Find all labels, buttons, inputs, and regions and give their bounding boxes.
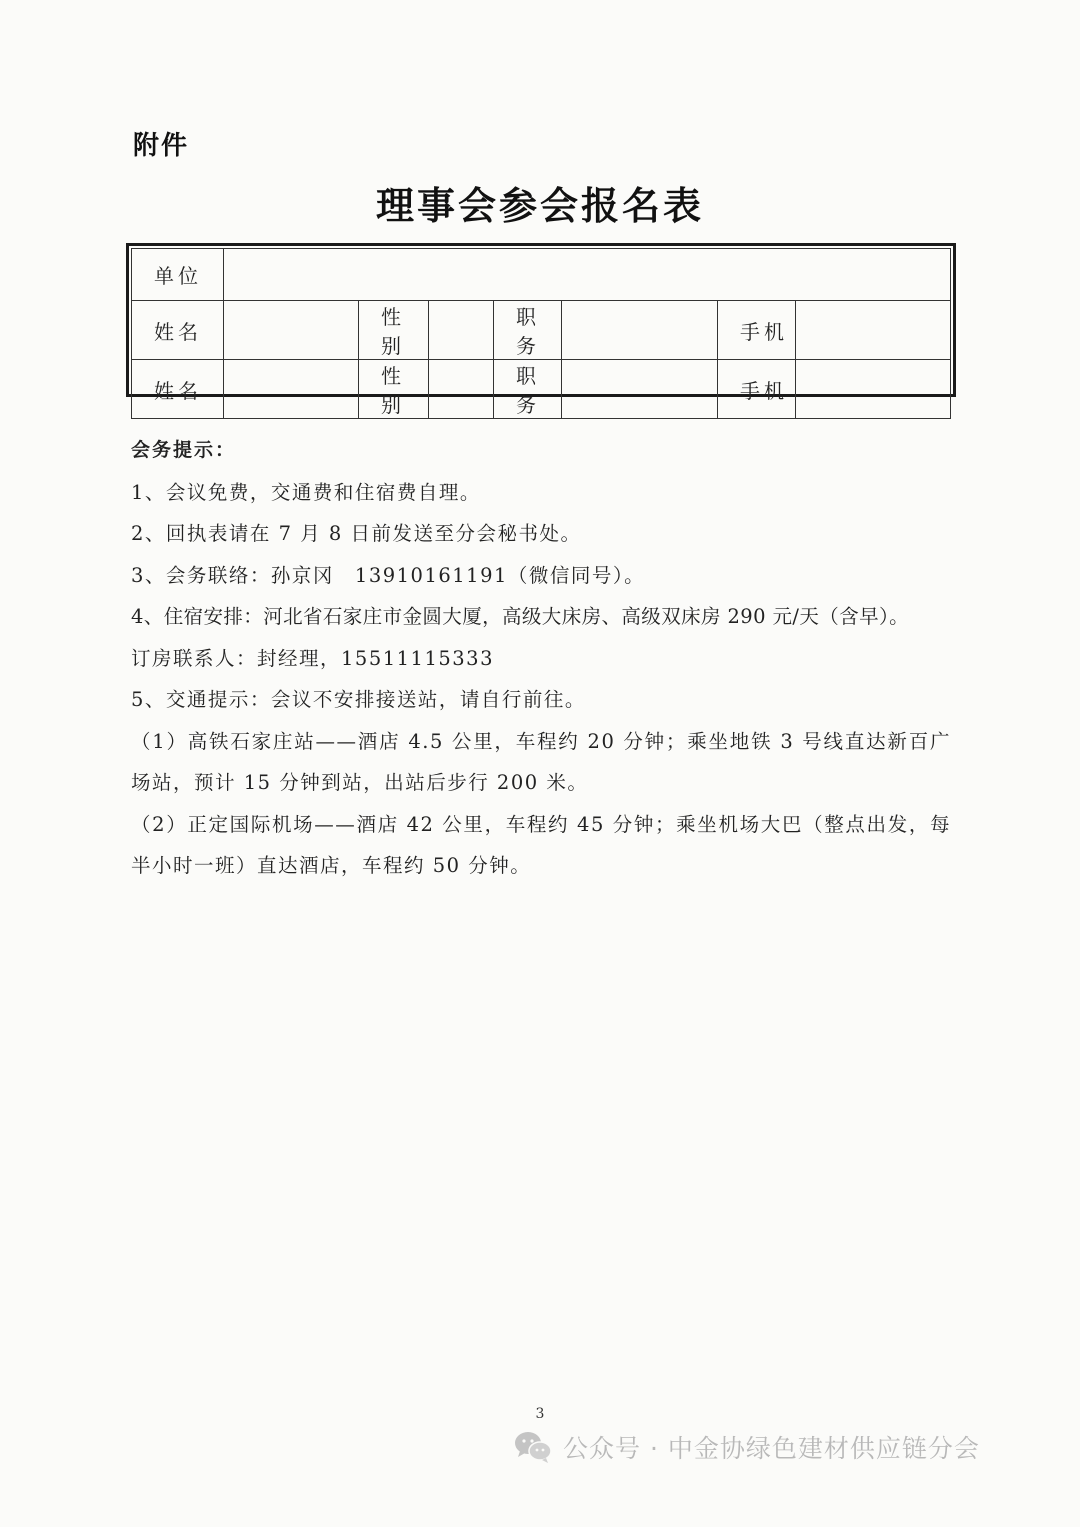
name-label: 姓名 (132, 360, 224, 419)
name-label: 姓名 (132, 301, 224, 360)
note-item: 2、回执表请在 7 月 8 日前发送至分会秘书处。 (131, 522, 582, 545)
attendee-row (132, 301, 951, 360)
position-label: 职务 (494, 301, 562, 360)
notes-heading: 会务提示： (131, 439, 237, 461)
watermark-text: 公众号 · 中金协绿色建材供应链分会 (563, 1434, 980, 1463)
note-item: 4、住宿安排：河北省石家庄市金圆大厦，高级大床房、高级双床房 290 元/天（含早）。 (131, 605, 910, 628)
attendee-row (132, 360, 951, 419)
wechat-icon (513, 1429, 553, 1465)
gender-field[interactable] (429, 301, 494, 360)
note-item: 1、会议免费，交通费和住宿费自理。 (131, 480, 481, 504)
registration-form (126, 243, 956, 417)
note-item: （1）高铁石家庄站——酒店 4.5 公里，车程约 20 分钟；乘坐地铁 3 号线直达新百广场站，预计 15 分钟到站，出站后步行 200 米。 (131, 729, 951, 794)
gender-label: 性别 (359, 301, 429, 360)
name-field[interactable] (224, 360, 359, 419)
note-item: （2）正定国际机场——酒店 42 公里，车程约 45 分钟；乘坐机场大巴（整点出发，每半小时一班）直达酒店，车程约 50 分钟。 (131, 812, 951, 877)
meeting-notes (131, 430, 951, 887)
phone-label: 手机 (718, 360, 796, 419)
watermark (513, 1425, 980, 1469)
page-title: 理事会参会报名表 (375, 184, 704, 228)
note-item: 5、交通提示：会议不安排接送站，请自行前往。 (131, 688, 586, 711)
page-number: 3 (535, 1406, 545, 1422)
gender-label: 性别 (359, 360, 429, 419)
name-field[interactable] (224, 301, 359, 360)
registration-table (131, 248, 951, 419)
unit-label: 单位 (132, 249, 224, 301)
position-field[interactable] (562, 301, 718, 360)
note-item: 3、会务联络：孙京冈 13910161191（微信同号）。 (131, 563, 646, 587)
unit-row (132, 249, 951, 301)
unit-field[interactable] (224, 249, 951, 301)
position-label: 职务 (494, 360, 562, 419)
position-field[interactable] (562, 360, 718, 419)
attachment-label: 附件 (133, 131, 190, 161)
gender-field[interactable] (429, 360, 494, 419)
phone-field[interactable] (796, 360, 951, 419)
note-item: 订房联系人：封经理，15511115333 (131, 646, 494, 670)
phone-label: 手机 (718, 301, 796, 360)
phone-field[interactable] (796, 301, 951, 360)
